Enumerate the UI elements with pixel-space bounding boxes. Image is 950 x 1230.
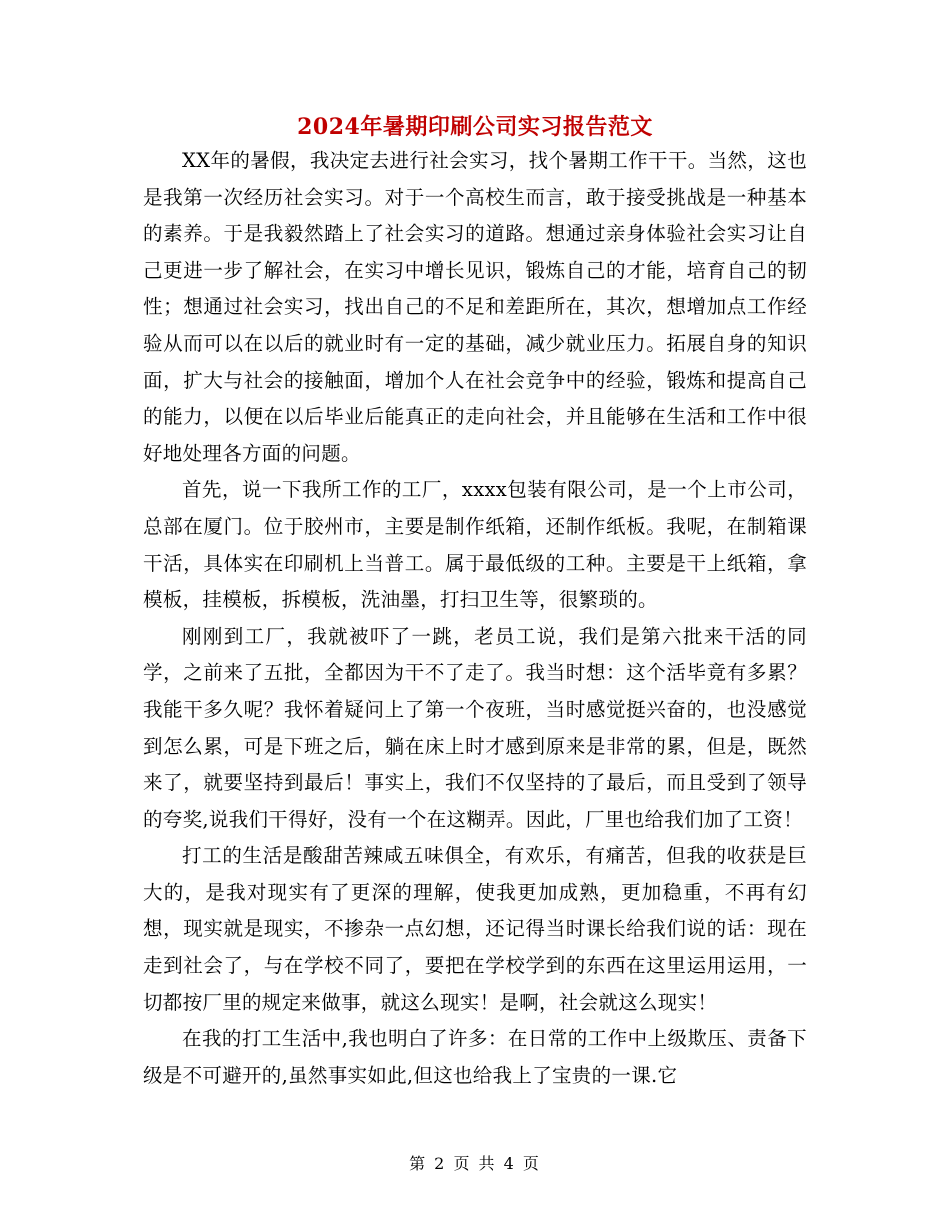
paragraph-4: 打工的生活是酸甜苦辣咸五味俱全，有欢乐，有痛苦，但我的收获是巨大的，是我对现实有了更深的理解，使我更加成熟，更加稳重，不再有幻想，现实就是现实，不掺杂一点幻想，还记得当时课长给我们说的话：现在走到社会了，与在学校不同了，要把在学校学到的东西在这里运用运用，一切都按厂里的规定来做事，就这么现实！是啊，社会就这么现实！ xyxy=(143,844,807,1014)
paragraph-5: 在我的打工生活中,我也明白了许多：在日常的工作中上级欺压、责备下级是不可避开的,虽然事实如此,但这也给我上了宝贵的一课.它 xyxy=(143,1027,807,1087)
paragraph-3: 刚刚到工厂，我就被吓了一跳，老员工说，我们是第六批来干活的同学，之前来了五批，全都因为干不了走了。我当时想：这个活毕竟有多累？我能干多久呢？我怀着疑问上了第一个夜班，当时感觉挺兴奋的，也没感觉到怎么累，可是下班之后，躺在床上时才感到原来是非常的累，但是，既然来了，就要坚持到最后！事实上，我们不仅坚持的了最后，而且受到了领导的夸奖,说我们干得好，没有一个在这糊弄。因此，厂里也给我们加了工资！ xyxy=(143,624,807,831)
paragraph-2: 首先，说一下我所工作的工厂，xxxx包装有限公司，是一个上市公司，总部在厦门。位于胶州市，主要是制作纸箱，还制作纸板。我呢，在制箱课干活，具体实在印刷机上当普工。属于最低级的工种。主要是干上纸箱，拿模板，挂模板，拆模板，洗油墨，打扫卫生等，很繁琐的。 xyxy=(143,478,807,612)
document-body xyxy=(143,143,807,1094)
page-number-footer: 第 2 页 共 4 页 xyxy=(409,1154,541,1173)
document-title: 2024年暑期印刷公司实习报告范文 xyxy=(297,114,653,140)
paragraph-1: XX年的暑假，我决定去进行社会实习，找个暑期工作干干。当然，这也是我第一次经历社会实习。对于一个高校生而言，敢于接受挑战是一种基本的素养。于是我毅然踏上了社会实习的道路。想通过亲身体验社会实习让自己更进一步了解社会，在实习中增长见识，锻炼自己的才能，培育自己的韧性；想通过社会实习，找出自己的不足和差距所在，其次，想增加点工作经验从而可以在以后的就业时有一定的基础，减少就业压力。拓展自身的知识面，扩大与社会的接触面，增加个人在社会竞争中的经验，锻炼和提高自己的能力，以便在以后毕业后能真正的走向社会，并且能够在生活和工作中很好地处理各方面的问题。 xyxy=(143,149,807,465)
